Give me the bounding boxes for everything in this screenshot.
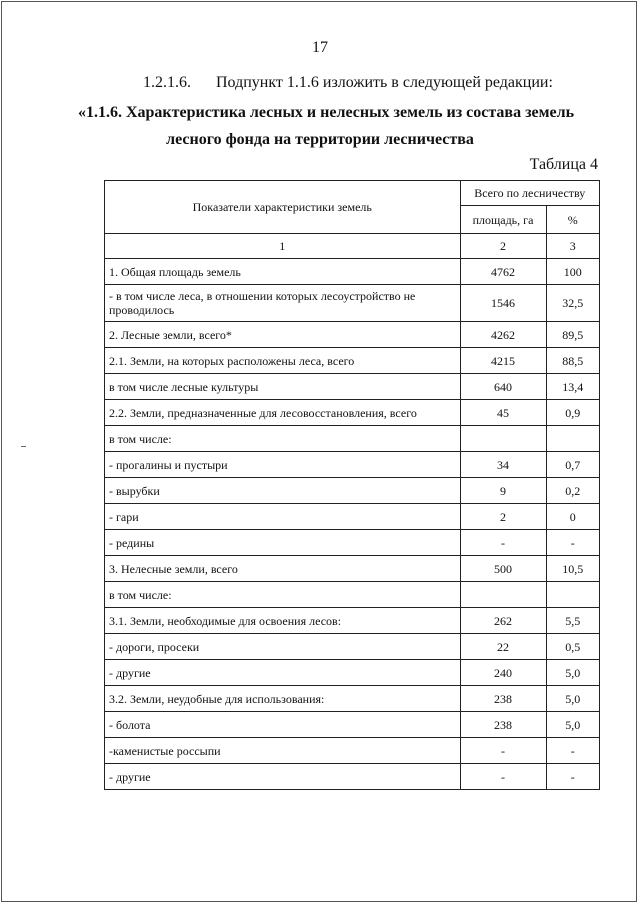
row-label: - болота	[105, 712, 461, 738]
row-label: 1. Общая площадь земель	[105, 259, 461, 285]
margin-mark	[21, 446, 26, 447]
table-row	[105, 530, 600, 556]
row-percent-value: 5,0	[546, 712, 600, 738]
table-row	[105, 452, 600, 478]
row-label: 2. Лесные земли, всего*	[105, 322, 461, 348]
row-area-value: -	[460, 738, 546, 764]
row-area-value: 1546	[460, 285, 546, 322]
table-row	[105, 686, 600, 712]
row-label: 2.1. Земли, на которых расположены леса, всего	[105, 348, 461, 374]
table-row	[105, 660, 600, 686]
row-percent-value	[546, 582, 600, 608]
header-forestry-total: Всего по лесничеству	[460, 181, 599, 206]
row-label: в том числе:	[105, 426, 461, 452]
row-area-value	[460, 582, 546, 608]
table-row	[105, 582, 600, 608]
table-row	[105, 322, 600, 348]
table-row	[105, 504, 600, 530]
row-area-value: -	[460, 764, 546, 790]
row-label: 2.2. Земли, предназначенные для лесовосстановления, всего	[105, 400, 461, 426]
row-label: -каменистые россыпи	[105, 738, 461, 764]
row-area-value: 4762	[460, 259, 546, 285]
table-row	[105, 285, 600, 322]
section-heading-line-1: «1.1.6. Характеристика лесных и нелесных земель из состава земель	[77, 104, 575, 121]
table-row	[105, 608, 600, 634]
row-percent-value: 32,5	[546, 285, 600, 322]
table-row	[105, 478, 600, 504]
row-area-value: 22	[460, 634, 546, 660]
row-area-value	[460, 426, 546, 452]
row-percent-value: 0,7	[546, 452, 600, 478]
row-area-value: 4262	[460, 322, 546, 348]
header-percent: %	[546, 206, 600, 234]
row-percent-value: 0,5	[546, 634, 600, 660]
column-number: 2	[460, 234, 546, 259]
header-area: площадь, га	[460, 206, 546, 234]
table-row	[105, 556, 600, 582]
table-row	[105, 348, 600, 374]
page-number: 17	[312, 39, 328, 56]
row-area-value: 9	[460, 478, 546, 504]
column-number: 3	[546, 234, 600, 259]
table-label: Таблица 4	[529, 156, 598, 173]
row-percent-value: 0,2	[546, 478, 600, 504]
row-label: в том числе лесные культуры	[105, 374, 461, 400]
table-row	[105, 400, 600, 426]
row-label: - редины	[105, 530, 461, 556]
row-label: - вырубки	[105, 478, 461, 504]
section-heading-line-2: лесного фонда на территории лесничества	[166, 131, 474, 148]
row-label: - дороги, просеки	[105, 634, 461, 660]
land-characteristics-table	[104, 180, 600, 790]
column-number: 1	[105, 234, 461, 259]
row-percent-value: 0	[546, 504, 600, 530]
row-area-value: 238	[460, 686, 546, 712]
row-area-value: 238	[460, 712, 546, 738]
table-row	[105, 426, 600, 452]
table-row	[105, 738, 600, 764]
amendment-intro	[143, 74, 553, 92]
row-label: - гари	[105, 504, 461, 530]
table-row	[105, 374, 600, 400]
amendment-number: 1.2.1.6.	[143, 74, 191, 91]
row-percent-value	[546, 426, 600, 452]
row-percent-value: 5,0	[546, 686, 600, 712]
row-area-value: 45	[460, 400, 546, 426]
row-label: - другие	[105, 764, 461, 790]
row-label: 3. Нелесные земли, всего	[105, 556, 461, 582]
row-area-value: 4215	[460, 348, 546, 374]
row-area-value: 34	[460, 452, 546, 478]
row-percent-value: -	[546, 764, 600, 790]
amendment-text: Подпункт 1.1.6 изложить в следующей редакции:	[216, 74, 553, 91]
column-number-row	[105, 234, 600, 259]
table-row	[105, 712, 600, 738]
row-percent-value: 13,4	[546, 374, 600, 400]
row-percent-value: -	[546, 530, 600, 556]
header-indicator: Показатели характеристики земель	[105, 181, 461, 234]
row-percent-value: 100	[546, 259, 600, 285]
row-label: - в том числе леса, в отношении которых лесоустройство не проводилось	[105, 285, 461, 322]
row-label: - прогалины и пустыри	[105, 452, 461, 478]
row-percent-value: 88,5	[546, 348, 600, 374]
row-percent-value: 10,5	[546, 556, 600, 582]
row-area-value: 2	[460, 504, 546, 530]
row-area-value: 240	[460, 660, 546, 686]
row-percent-value: 5,5	[546, 608, 600, 634]
row-percent-value: -	[546, 738, 600, 764]
table-row	[105, 259, 600, 285]
row-area-value: -	[460, 530, 546, 556]
row-percent-value: 89,5	[546, 322, 600, 348]
row-area-value: 640	[460, 374, 546, 400]
row-label: в том числе:	[105, 582, 461, 608]
table-row	[105, 764, 600, 790]
row-area-value: 262	[460, 608, 546, 634]
row-percent-value: 5,0	[546, 660, 600, 686]
table-body	[105, 234, 600, 790]
row-label: - другие	[105, 660, 461, 686]
row-label: 3.1. Земли, необходимые для освоения лесов:	[105, 608, 461, 634]
row-label: 3.2. Земли, неудобные для использования:	[105, 686, 461, 712]
row-percent-value: 0,9	[546, 400, 600, 426]
row-area-value: 500	[460, 556, 546, 582]
table-row	[105, 634, 600, 660]
